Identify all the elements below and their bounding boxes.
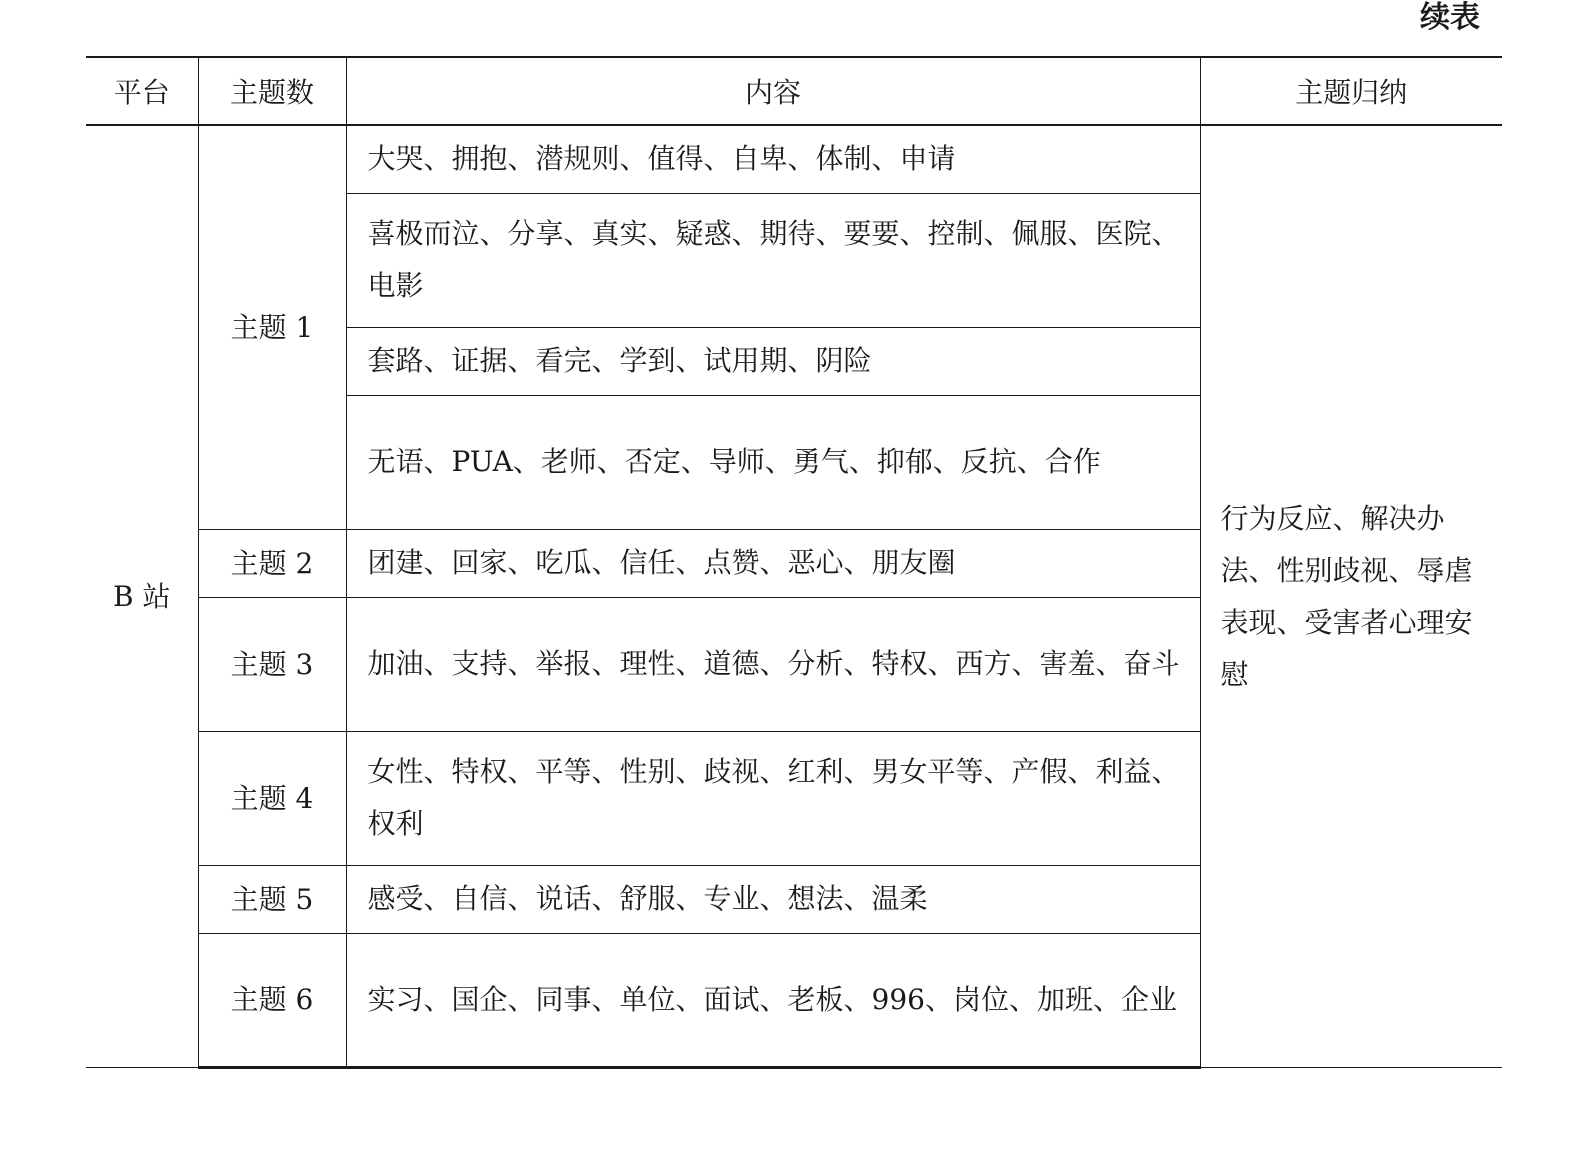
header-platform: 平台: [86, 57, 198, 125]
table-row: [86, 125, 1502, 194]
topic-cell-1: 主题 1: [198, 125, 346, 530]
topic-cell-3: 主题 3: [198, 598, 346, 732]
content-cell: 女性、特权、平等、性别、歧视、红利、男女平等、产假、利益、权利: [346, 732, 1200, 866]
header-content: 内容: [346, 57, 1200, 125]
header-row: [86, 57, 1502, 125]
topic-table: [86, 56, 1502, 1069]
topic-cell-5: 主题 5: [198, 866, 346, 934]
header-summary: 主题归纳: [1200, 57, 1502, 125]
topic-cell-6: 主题 6: [198, 934, 346, 1068]
content-cell: 喜极而泣、分享、真实、疑惑、期待、要要、控制、佩服、医院、电影: [346, 194, 1200, 328]
content-cell: 无语、PUA、老师、否定、导师、勇气、抑郁、反抗、合作: [346, 396, 1200, 530]
content-cell: 团建、回家、吃瓜、信任、点赞、恶心、朋友圈: [346, 530, 1200, 598]
summary-cell: 行为反应、解决办法、性别歧视、辱虐表现、受害者心理安慰: [1200, 125, 1502, 1068]
platform-cell: B 站: [86, 125, 198, 1068]
content-cell: 大哭、拥抱、潜规则、值得、自卑、体制、申请: [346, 125, 1200, 194]
content-cell: 加油、支持、举报、理性、道德、分析、特权、西方、害羞、奋斗: [346, 598, 1200, 732]
content-cell: 感受、自信、说话、舒服、专业、想法、温柔: [346, 866, 1200, 934]
topic-cell-4: 主题 4: [198, 732, 346, 866]
header-topic-count: 主题数: [198, 57, 346, 125]
content-cell: 套路、证据、看完、学到、试用期、阴险: [346, 328, 1200, 396]
content-cell: 实习、国企、同事、单位、面试、老板、996、岗位、加班、企业: [346, 934, 1200, 1068]
topic-cell-2: 主题 2: [198, 530, 346, 598]
continued-label: 续表: [1420, 0, 1480, 35]
